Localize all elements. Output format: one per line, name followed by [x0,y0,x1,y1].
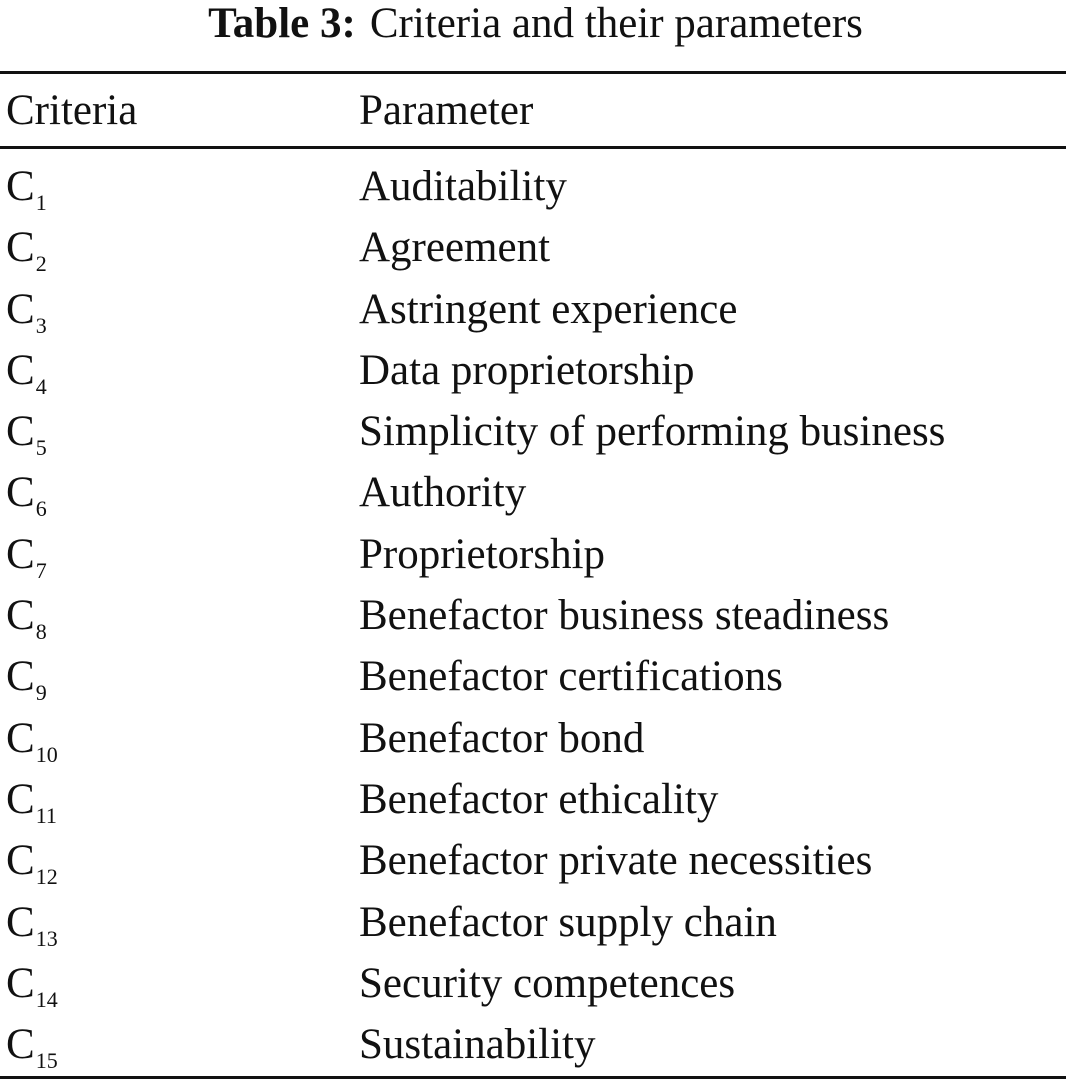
criterion-subscript: 15 [35,1048,58,1074]
criterion-cell [6,1016,58,1080]
parameter-cell: Benefactor private necessities [359,837,873,885]
criterion-cell [6,464,47,528]
table-row [0,771,1066,832]
table-row [0,403,1066,464]
criterion-cell [6,403,47,467]
table-row [0,464,1066,525]
parameter-cell: Authority [359,469,527,517]
criterion-subscript: 12 [35,864,58,890]
parameter-cell: Security competences [359,959,736,1007]
criterion-symbol: C [6,408,35,456]
table-row [0,342,1066,403]
parameter-cell: Auditability [359,163,567,210]
table-bottom-rule [0,1076,1066,1079]
criterion-cell [6,894,58,958]
table-top-rule [0,71,1066,74]
criterion-cell [6,771,57,835]
criterion-cell [6,832,58,896]
parameter-cell: Benefactor business steadiness [359,592,890,640]
criterion-symbol: C [6,469,35,517]
criterion-subscript: 13 [35,925,58,951]
criterion-symbol: C [6,959,35,1007]
parameter-cell: Simplicity of performing business [359,408,946,456]
criterion-symbol: C [6,837,35,885]
criterion-subscript: 8 [35,619,47,645]
parameter-cell: Astringent experience [359,285,738,333]
column-header-criteria: Criteria [6,87,138,134]
criterion-cell [6,710,58,774]
criterion-subscript: 7 [35,557,47,583]
criterion-subscript: 5 [35,435,47,461]
criterion-subscript: 11 [35,802,57,828]
parameter-cell: Sustainability [359,1021,596,1069]
criterion-symbol: C [6,714,35,762]
criterion-symbol: C [6,530,35,578]
parameter-cell: Benefactor ethicality [359,775,719,823]
parameter-cell: Benefactor bond [359,714,645,762]
parameter-cell: Agreement [359,224,551,272]
table-row [0,158,1066,219]
table-row [0,219,1066,280]
criterion-symbol: C [6,1021,35,1069]
criterion-subscript: 6 [35,496,47,522]
table-row [0,894,1066,955]
criterion-symbol: C [6,285,35,333]
criterion-cell [6,219,47,283]
table-row [0,710,1066,771]
criterion-subscript: 2 [35,251,47,277]
table-row [0,281,1066,342]
criterion-symbol: C [6,346,35,394]
criterion-cell [6,158,47,222]
criterion-symbol: C [6,775,35,823]
criterion-cell [6,648,47,712]
table-row [0,955,1066,1016]
table-body [0,158,1066,1077]
criterion-subscript: 4 [35,373,47,399]
criterion-cell [6,587,47,651]
criterion-subscript: 1 [35,190,47,215]
criterion-cell [6,526,47,590]
criterion-cell [6,281,47,345]
table-caption-label: Table 3: [208,0,356,47]
criterion-subscript: 10 [35,741,58,767]
criterion-subscript: 9 [35,680,47,706]
criterion-cell [6,342,47,406]
criterion-symbol: C [6,592,35,640]
column-header-parameter: Parameter [359,87,534,134]
table-row [0,832,1066,893]
criterion-symbol: C [6,898,35,946]
parameter-cell: Data proprietorship [359,346,695,394]
parameter-cell: Proprietorship [359,530,606,578]
criterion-subscript: 3 [35,312,47,338]
table-row [0,1016,1066,1077]
criterion-symbol: C [6,224,35,272]
parameter-cell: Benefactor certifications [359,653,783,701]
criterion-symbol: C [6,653,35,701]
parameter-cell: Benefactor supply chain [359,898,777,946]
table-row [0,648,1066,709]
table-caption [0,0,1071,58]
table-caption-text: Criteria and their parameters [369,0,863,47]
table-row [0,587,1066,648]
criterion-symbol: C [6,163,35,210]
table-header-rule [0,146,1066,149]
table-row [0,526,1066,587]
criterion-cell [6,955,58,1019]
criterion-subscript: 14 [35,986,58,1012]
